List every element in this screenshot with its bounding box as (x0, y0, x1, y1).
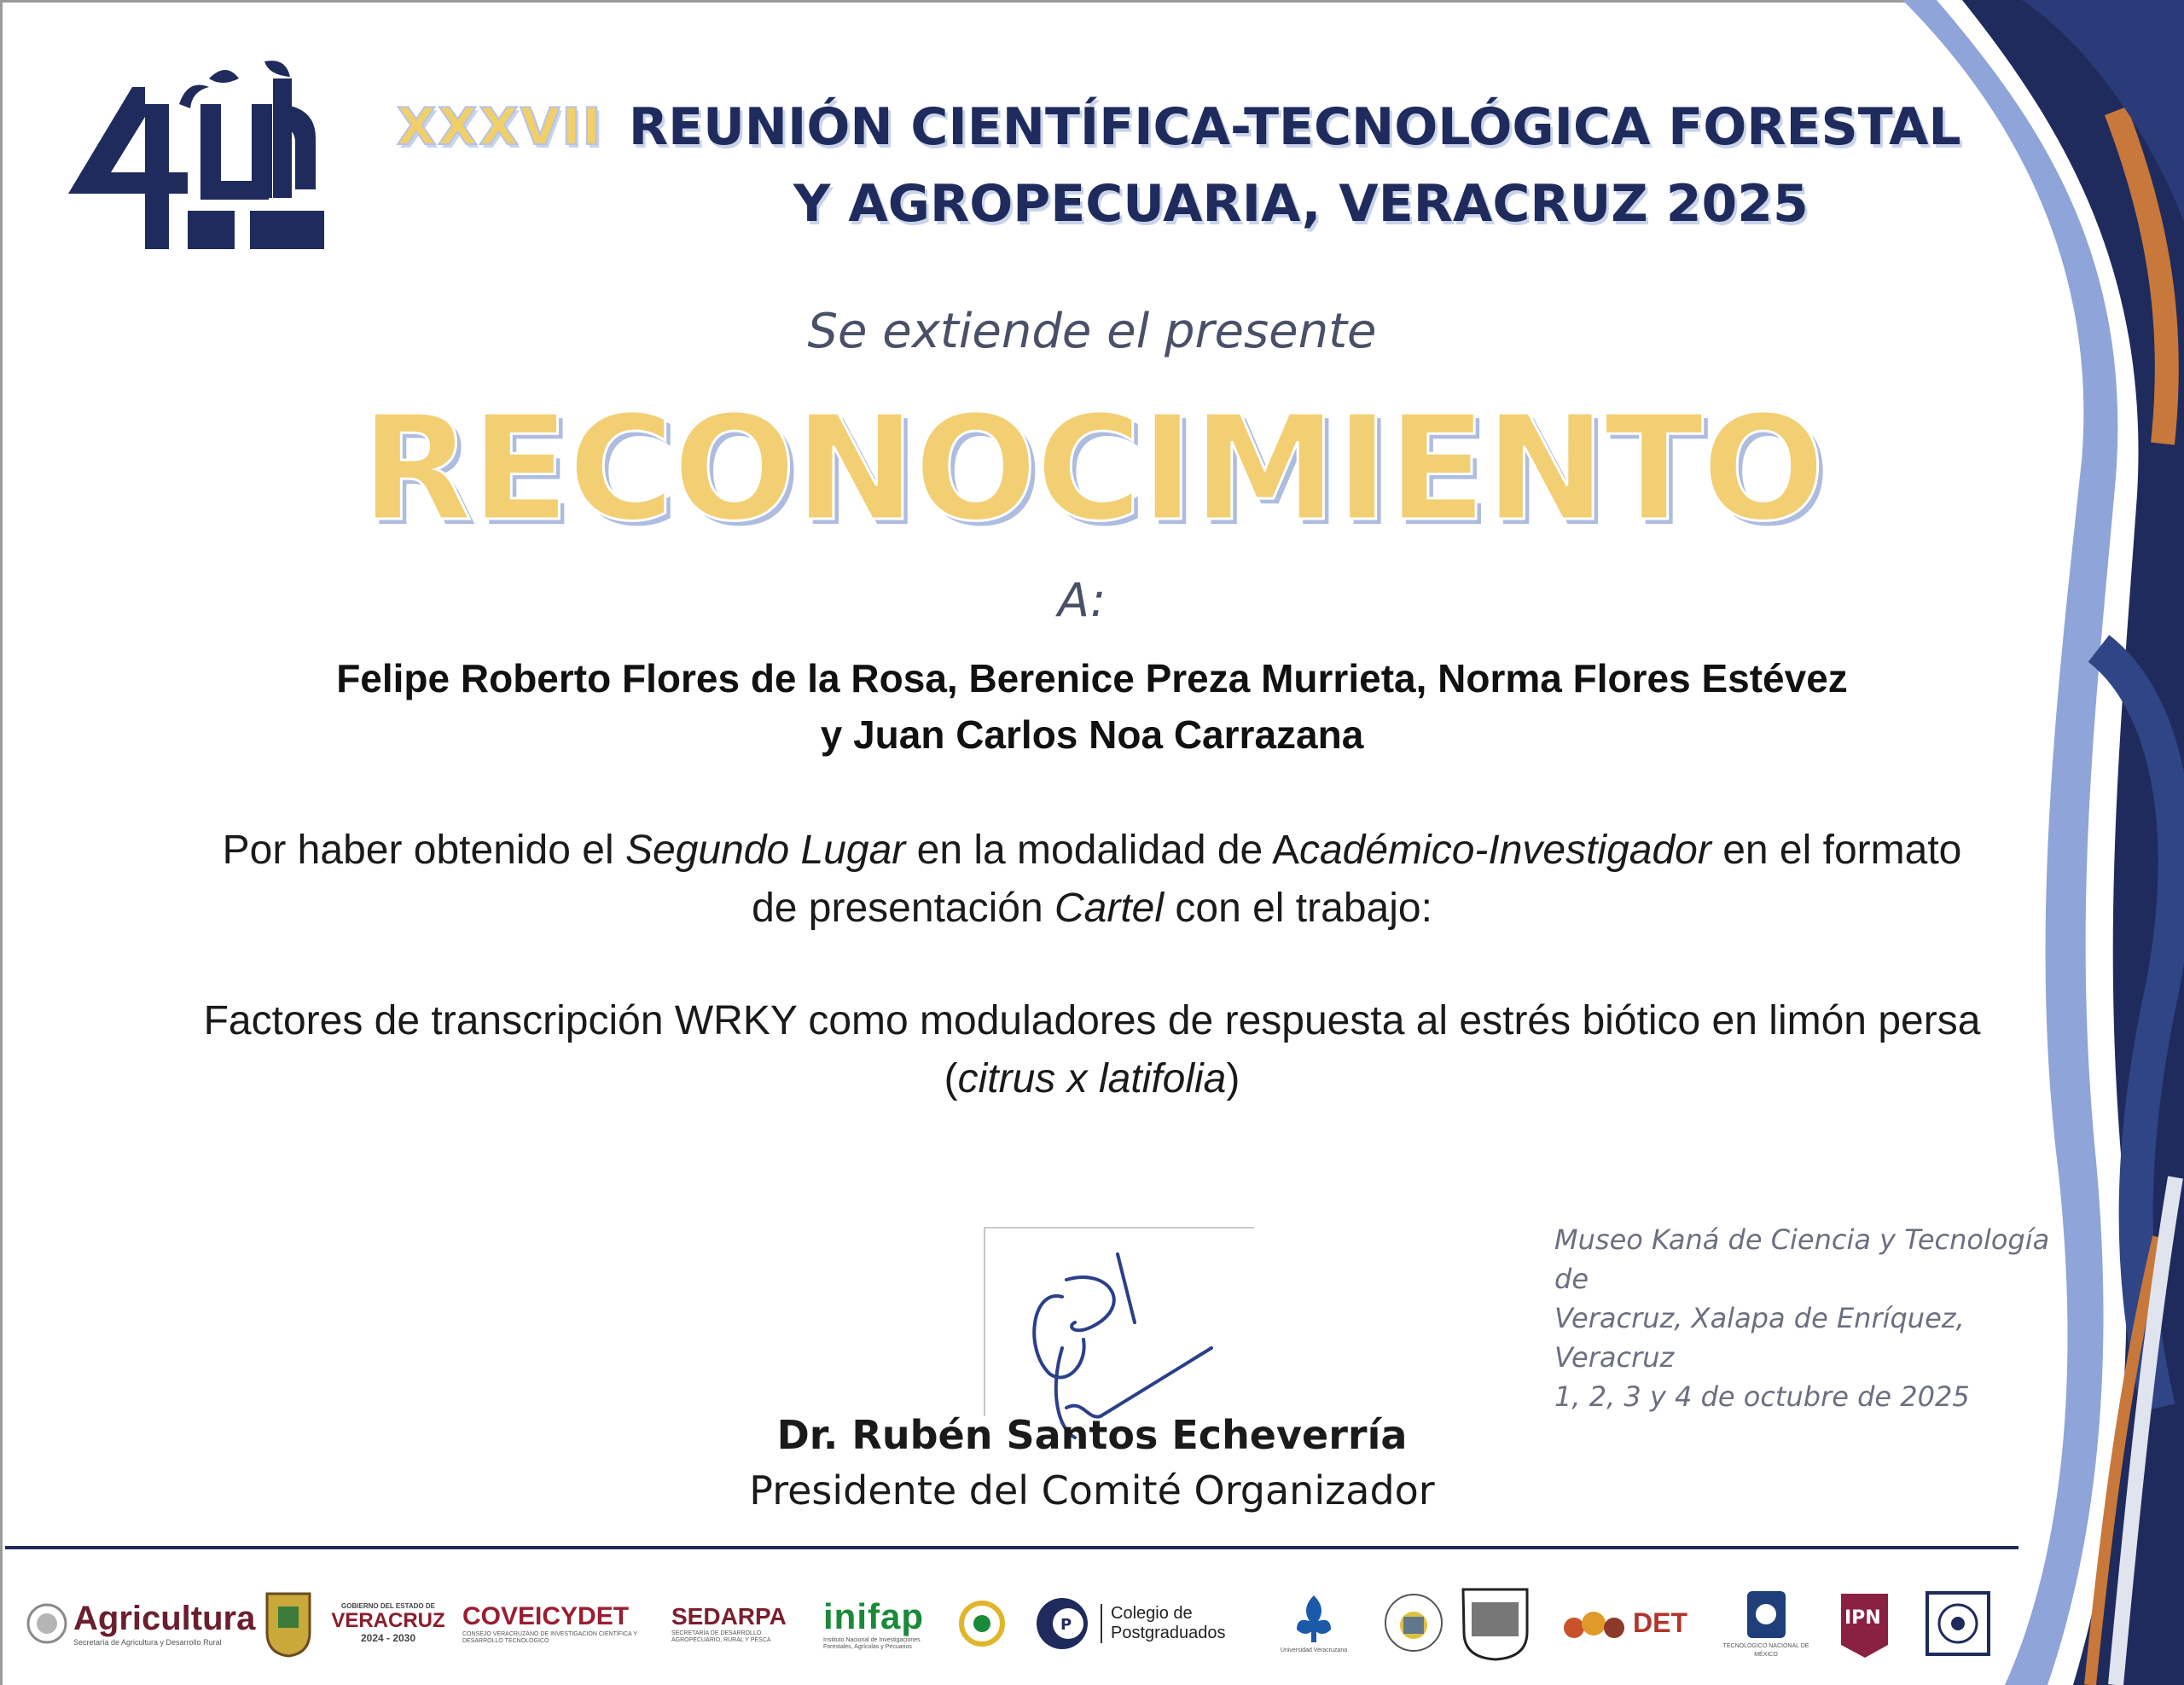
signer-name: Dr. Rubén Santos Echeverría (776, 1412, 1408, 1458)
sponsor-veracruz (328, 1570, 448, 1676)
veracruz-years: 2024 - 2030 (360, 1632, 416, 1644)
tecnm-label: TECNOLÓGICO NACIONAL DE MÉXICO (1722, 1643, 1809, 1658)
sponsor-logos (26, 1570, 2013, 1676)
footer-divider (5, 1546, 2018, 1549)
ipn-logo-icon (1833, 1585, 1896, 1662)
sponsor-agricultura (26, 1570, 256, 1676)
body-text-part: en la modalidad de A (905, 828, 1299, 873)
inifap-label: inifap (823, 1595, 924, 1636)
sponsor-uv (1263, 1570, 1365, 1676)
university-seal-icon (1382, 1591, 1446, 1655)
recipient-names (0, 650, 2184, 763)
names-line-1: Felipe Roberto Flores de la Rosa, Berenice Preza Murrieta, Norma Flores Estévez (336, 656, 1848, 700)
frame-top-border (0, 0, 2184, 3)
sponsor-det (1561, 1570, 1706, 1676)
work-title-paren: ) (1226, 1056, 1240, 1101)
unam-shield-icon (1459, 1585, 1531, 1662)
species-name: citrus x latifolia (957, 1056, 1227, 1101)
signer-role: Presidente del Comité Organizador (749, 1467, 1435, 1514)
event-logo-icon (60, 53, 333, 249)
award-modality: cadémico-Investigador (1298, 828, 1711, 873)
work-title-line-1: Factores de transcripción WRKY como moduladores de respuesta al estrés biótico en limón persa (203, 998, 1981, 1043)
title-line-1: REUNIÓN CIENTÍFICA-TECNOLÓGICA FORESTAL (628, 97, 1961, 157)
sponsor-seal-1 (1382, 1570, 1450, 1676)
sponsor-unam (1459, 1570, 1536, 1676)
sponsor-colpos (1032, 1570, 1271, 1676)
presentation-format: Cartel (1054, 886, 1165, 931)
body-text-part: con el trabajo: (1164, 886, 1432, 931)
sponsor-sedarpa (671, 1570, 808, 1676)
names-line-2: y Juan Carlos Noa Carrazana (820, 712, 1364, 757)
venue-dates: 1, 2, 3 y 4 de octubre de 2025 (1554, 1380, 1970, 1413)
title-line-2: Y AGROPECUARIA, VERACRUZ 2025 (793, 174, 1809, 234)
coveicydet-sub: CONSEJO VERACRUZANO DE INVESTIGACIÓN CIENTÍFICA Y DESARROLLO TECNOLÓGICO (462, 1630, 637, 1644)
ipn-label: IPN (1844, 1607, 1881, 1629)
certificate-heading: RECONOCIMIENTO (360, 385, 1824, 554)
colpos-line-2: Postgraduados (1111, 1623, 1226, 1642)
tecnm-gear-icon (1743, 1587, 1790, 1642)
colpos-logo-icon (1032, 1594, 1092, 1653)
work-title-paren: ( (944, 1056, 958, 1101)
body-text-part: de presentación (752, 886, 1054, 931)
veracruz-top-label: GOBIERNO DEL ESTADO DE (341, 1602, 435, 1610)
det-logo-icon (1561, 1602, 1629, 1645)
recipient-label: A: (1058, 573, 1107, 627)
mexico-seal-icon (26, 1598, 68, 1649)
venue-line-1: Museo Kaná de Ciencia y Tecnología de (1554, 1223, 2050, 1295)
event-title (375, 90, 2013, 243)
sponsor-ipn (1833, 1570, 1901, 1676)
veracruz-coat-icon (263, 1570, 314, 1676)
sponsor-coveicydet (462, 1570, 654, 1676)
work-title (171, 992, 2013, 1108)
body-text-part: en el formato (1711, 828, 1962, 873)
agricultura-label: Agricultura (73, 1600, 256, 1637)
inifap-sub: Instituto Nacional de Investigaciones Forestales, Agrícolas y Pecuarios (823, 1636, 921, 1650)
sedarpa-label: SEDARPA (671, 1602, 787, 1630)
coveicydet-label: COVEICYDET (462, 1601, 630, 1630)
sponsor-tecnm (1719, 1570, 1813, 1676)
award-description (171, 822, 2013, 938)
colpos-line-1: Colegio de (1111, 1603, 1193, 1623)
edition-number: XXXVII (397, 97, 603, 157)
intro-text: Se extiende el presente (807, 304, 1377, 359)
sponsor-inifap (823, 1570, 1037, 1676)
decorative-waves (1902, 0, 2184, 1685)
sedarpa-sub: SECRETARÍA DE DESARROLLO AGROPECUARIO, RURAL Y PESCA (671, 1630, 771, 1643)
body-text-part: Por haber obtenido el (222, 828, 625, 873)
uv-label: Universidad Veracruzana (1280, 1647, 1348, 1653)
svg-text:P: P (1060, 1615, 1072, 1634)
agricultura-sub: Secretaría de Agricultura y Desarrollo Rural (73, 1638, 222, 1647)
venue-line-2: Veracruz, Xalapa de Enríquez, Veracruz (1554, 1302, 1965, 1374)
award-place: Segundo Lugar (624, 828, 906, 873)
inifap-40-icon (956, 1598, 1008, 1649)
det-label: DET (1633, 1607, 1687, 1638)
uv-flower-icon (1292, 1591, 1335, 1647)
veracruz-label: VERACRUZ (331, 1609, 445, 1632)
